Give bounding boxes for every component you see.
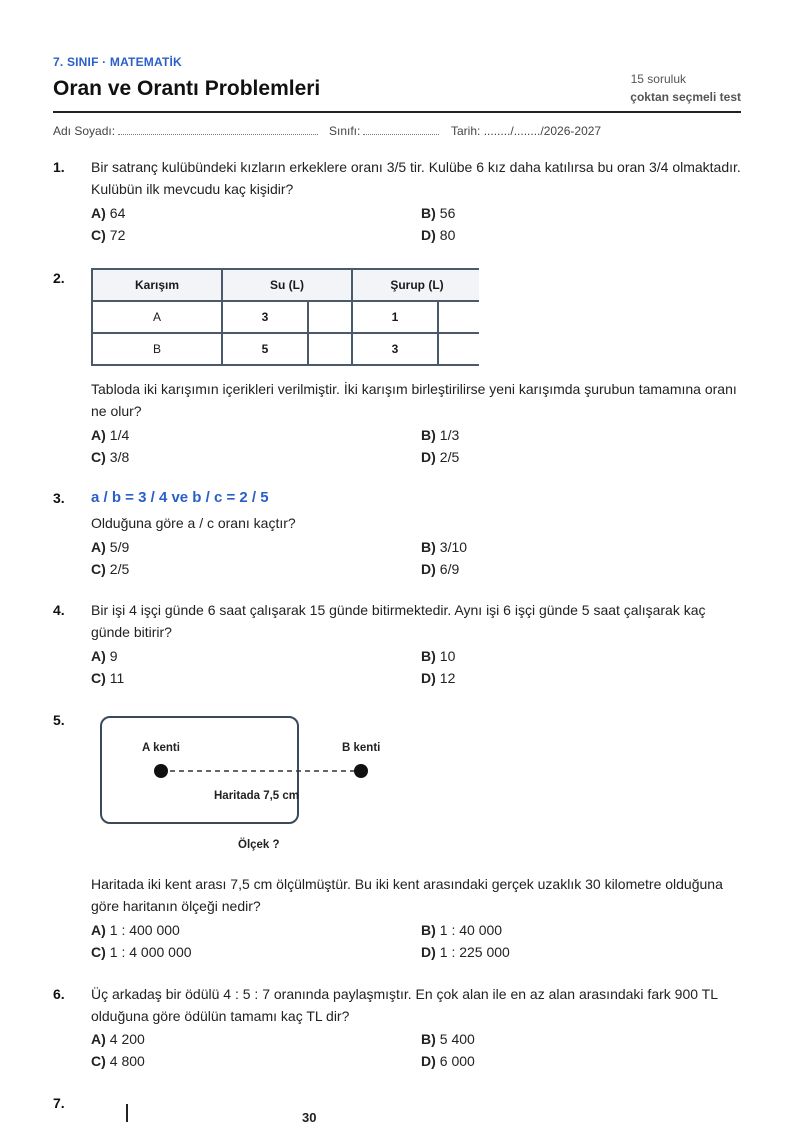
option-d[interactable] xyxy=(421,944,510,960)
option-value: 9 xyxy=(109,648,118,664)
question-number: 5. xyxy=(53,712,65,728)
option-b[interactable] xyxy=(421,539,467,555)
option-value: 4 200 xyxy=(109,1031,145,1047)
option-a[interactable] xyxy=(91,922,180,938)
option-value: 1/3 xyxy=(439,427,460,443)
class-field[interactable] xyxy=(329,124,439,138)
page-title: Oran ve Orantı Problemleri xyxy=(53,77,321,100)
city-a-dot xyxy=(154,764,168,778)
option-letter: C) xyxy=(91,449,106,465)
option-letter: A) xyxy=(91,922,106,938)
option-value: 1 : 4 000 000 xyxy=(109,944,192,960)
question-number: 2. xyxy=(53,270,65,286)
date-value: ......../......../2026-2027 xyxy=(483,124,602,138)
option-b[interactable] xyxy=(421,922,502,938)
table-cell-empty xyxy=(438,301,482,333)
option-value: 1 : 225 000 xyxy=(439,944,510,960)
question-text: Bir satranç kulübündeki kızların erkeklere oranı 3/5 tir. Kulübe 6 kız daha katılırsa bu oran 3/4 olmaktadır. Kulübün ilk mevcudu kaç kişidir? xyxy=(91,159,741,197)
option-value: 72 xyxy=(109,227,126,243)
distance-label: Haritada 7,5 cm xyxy=(214,790,300,802)
option-letter: A) xyxy=(91,427,106,443)
table-row xyxy=(92,301,482,333)
option-value: 64 xyxy=(109,205,126,221)
option-value: 5 400 xyxy=(439,1031,475,1047)
option-letter: D) xyxy=(421,1053,436,1069)
option-b[interactable] xyxy=(421,1031,475,1047)
page-number: 30 xyxy=(302,1110,317,1125)
option-letter: A) xyxy=(91,205,106,221)
table-header: Karışım xyxy=(92,269,222,301)
option-value: 10 xyxy=(439,648,456,664)
header-divider xyxy=(53,111,741,113)
option-value: 3/8 xyxy=(109,449,130,465)
option-letter: D) xyxy=(421,944,436,960)
question-number: 3. xyxy=(53,490,65,506)
scale-label: Ölçek ? xyxy=(238,839,280,851)
option-value: 1/4 xyxy=(109,427,130,443)
table-cell: B xyxy=(92,333,222,365)
option-value: 11 xyxy=(109,670,125,686)
option-letter: A) xyxy=(91,648,106,664)
option-c[interactable] xyxy=(91,449,129,465)
option-value: 1 : 400 000 xyxy=(109,922,180,938)
option-c[interactable] xyxy=(91,1053,145,1069)
option-a[interactable] xyxy=(91,648,118,664)
question-number: 1. xyxy=(53,159,65,175)
option-d[interactable] xyxy=(421,1053,475,1069)
table-cell: 3 xyxy=(352,333,438,365)
option-letter: B) xyxy=(421,205,436,221)
question-count: 15 soruluk xyxy=(630,72,686,86)
option-value: 12 xyxy=(439,670,456,686)
option-a[interactable] xyxy=(91,1031,145,1047)
option-letter: B) xyxy=(421,427,436,443)
table-cell-empty xyxy=(438,333,482,365)
option-c[interactable] xyxy=(91,944,192,960)
table-cell-empty xyxy=(308,301,352,333)
name-label: Adı Soyadı: xyxy=(53,124,116,138)
text-cursor xyxy=(126,1104,128,1122)
table-header-row xyxy=(92,269,482,301)
option-value: 56 xyxy=(439,205,456,221)
option-letter: B) xyxy=(421,648,436,664)
option-letter: D) xyxy=(421,561,436,577)
option-b[interactable] xyxy=(421,205,455,221)
option-d[interactable] xyxy=(421,449,459,465)
option-letter: D) xyxy=(421,670,436,686)
option-letter: C) xyxy=(91,1053,106,1069)
option-a[interactable] xyxy=(91,205,125,221)
class-label: Sınıfı: xyxy=(329,124,361,138)
option-letter: A) xyxy=(91,539,106,555)
question-number: 6. xyxy=(53,986,65,1002)
mixture-table xyxy=(91,268,483,366)
question-text: Olduğuna göre a / c oranı kaçtır? xyxy=(91,515,296,531)
map-frame xyxy=(101,717,298,823)
option-letter: B) xyxy=(421,1031,436,1047)
option-letter: A) xyxy=(91,1031,106,1047)
table-cell: 5 xyxy=(222,333,308,365)
table-row xyxy=(92,333,482,365)
formula: a / b = 3 / 4 ve b / c = 2 / 5 xyxy=(91,489,269,506)
date-label: Tarih: xyxy=(451,124,481,138)
table-cell: 3 xyxy=(222,301,308,333)
city-b-dot xyxy=(354,764,368,778)
option-value: 2/5 xyxy=(439,449,460,465)
table-cell-empty xyxy=(308,333,352,365)
question-text: Bir işi 4 işçi günde 6 saat çalışarak 15 günde bitirmektedir. Aynı işi 6 işçi günde 5 saat çalışarak kaç günde bitirir? xyxy=(91,602,706,640)
option-letter: C) xyxy=(91,561,106,577)
name-blank[interactable] xyxy=(118,124,318,135)
option-b[interactable] xyxy=(421,427,459,443)
option-value: 1 : 40 000 xyxy=(439,922,503,938)
option-c[interactable] xyxy=(91,227,125,243)
option-value: 6/9 xyxy=(439,561,460,577)
option-letter: C) xyxy=(91,944,106,960)
option-value: 80 xyxy=(439,227,456,243)
question-text: Üç arkadaş bir ödülü 4 : 5 : 7 oranında paylaşmıştır. En çok alan ile en az alan arasındaki fark 900 TL olduğuna göre ödülün tamamı kaç TL dir? xyxy=(91,986,718,1024)
option-c[interactable] xyxy=(91,670,124,686)
option-value: 4 800 xyxy=(109,1053,145,1069)
option-letter: C) xyxy=(91,670,106,686)
option-d[interactable] xyxy=(421,561,459,577)
option-value: 2/5 xyxy=(109,561,130,577)
table-cell: 1 xyxy=(352,301,438,333)
option-c[interactable] xyxy=(91,561,129,577)
city-a-label: A kenti xyxy=(142,742,180,754)
option-letter: D) xyxy=(421,227,436,243)
name-field[interactable] xyxy=(53,124,318,138)
question-text: Haritada iki kent arası 7,5 cm ölçülmüştür. Bu iki kent arasındaki gerçek uzaklık 30 kilometre olduğuna göre haritanın ölçeği nedir? xyxy=(91,876,723,914)
option-letter: D) xyxy=(421,449,436,465)
question-number: 4. xyxy=(53,602,65,618)
table-header: Şurup (L) xyxy=(352,269,482,301)
question-text: Tabloda iki karışımın içerikleri verilmiştir. İki karışım birleştirilirse yeni karışımda şurubun tamamına oranı ne olur? xyxy=(91,381,737,419)
option-b[interactable] xyxy=(421,648,455,664)
option-letter: B) xyxy=(421,539,436,555)
map-diagram xyxy=(91,710,421,860)
option-d[interactable] xyxy=(421,670,455,686)
option-a[interactable] xyxy=(91,427,129,443)
table-header: Su (L) xyxy=(222,269,352,301)
table-clip xyxy=(479,266,499,372)
option-d[interactable] xyxy=(421,227,455,243)
question-number: 7. xyxy=(53,1095,65,1111)
option-letter: C) xyxy=(91,227,106,243)
option-letter: B) xyxy=(421,922,436,938)
subject-label: 7. SINIF · MATEMATİK xyxy=(53,55,182,69)
test-type: çoktan seçmeli test xyxy=(630,90,741,104)
option-value: 3/10 xyxy=(439,539,468,555)
table-cell: A xyxy=(92,301,222,333)
date-field[interactable] xyxy=(451,124,601,138)
option-value: 6 000 xyxy=(439,1053,475,1069)
class-blank[interactable] xyxy=(363,124,439,135)
option-value: 5/9 xyxy=(109,539,130,555)
option-a[interactable] xyxy=(91,539,129,555)
city-b-label: B kenti xyxy=(342,742,381,754)
